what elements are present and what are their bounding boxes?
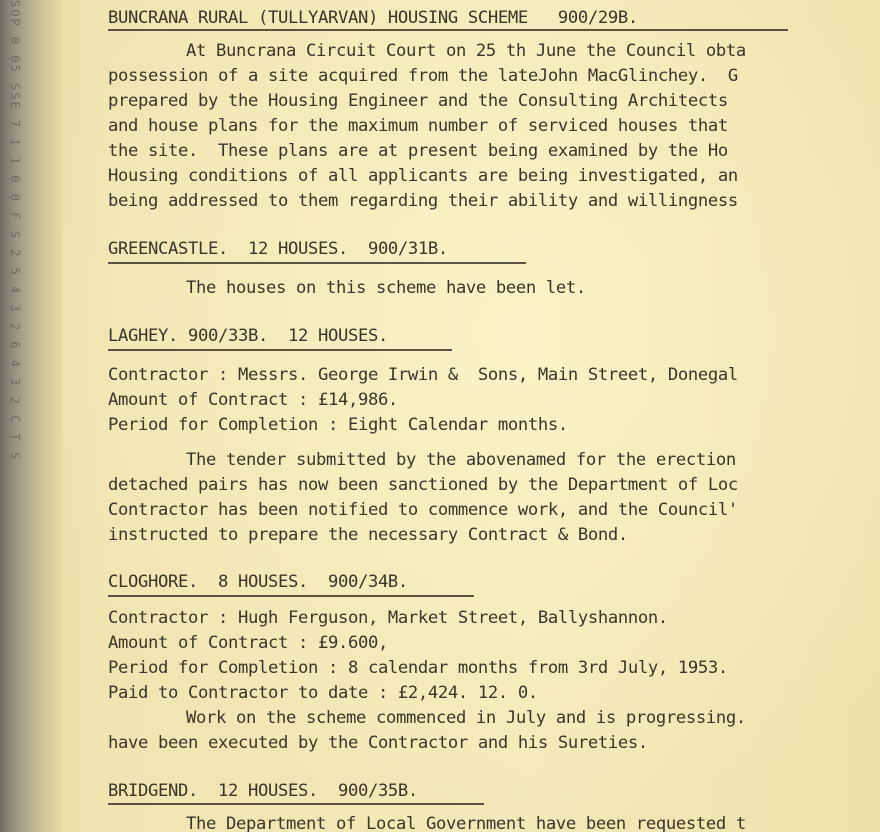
heading-underline (108, 29, 788, 31)
paragraph-line: Amount of Contract : £9.600, (108, 633, 388, 653)
paragraph-line: The tender submitted by the abovenamed for the erection (186, 450, 736, 470)
paragraph-line: Work on the scheme commenced in July and is progressing. (186, 708, 746, 728)
paragraph-line: have been executed by the Contractor and his Sureties. (108, 733, 648, 753)
heading-underline (108, 595, 474, 597)
paragraph-line: Period for Completion : 8 calendar months from 3rd July, 1953. (108, 658, 728, 678)
book-binding-edge (0, 0, 62, 832)
paragraph-line: being addressed to them regarding their ability and willingness (108, 191, 738, 211)
paragraph-line: Contractor has been notified to commence work, and the Council' (108, 500, 738, 520)
paragraph-line: At Buncrana Circuit Court on 25 th June the Council obta (186, 41, 746, 61)
paragraph-line: prepared by the Housing Engineer and the Consulting Architects (108, 91, 728, 111)
paragraph-line: Amount of Contract : £14,986. (108, 390, 398, 410)
heading-underline (108, 803, 484, 805)
section-heading-greencastle: GREENCASTLE. 12 HOUSES. 900/31B. (108, 239, 448, 259)
section-heading-laghey: LAGHEY. 900/33B. 12 HOUSES. (108, 326, 388, 346)
paragraph-line: the site. These plans are at present being examined by the Ho (108, 141, 728, 161)
paragraph-line: and house plans for the maximum number of serviced houses that (108, 116, 728, 136)
paragraph-line: The Department of Local Government have been requested t (186, 814, 746, 832)
paragraph-line: detached pairs has now been sanctioned by the Department of Loc (108, 475, 738, 495)
paragraph-line: possession of a site acquired from the lateJohn MacGlinchey. G (108, 66, 738, 86)
section-heading-cloghore: CLOGHORE. 8 HOUSES. 900/34B. (108, 572, 408, 592)
heading-underline (108, 262, 526, 264)
paragraph-line: The houses on this scheme have been let. (186, 278, 586, 298)
paragraph-line: Housing conditions of all applicants are being investigated, an (108, 166, 738, 186)
paragraph-line: Contractor : Messrs. George Irwin & Sons, Main Street, Donegal (108, 365, 738, 385)
paragraph-line: Contractor : Hugh Ferguson, Market Street, Ballyshannon. (108, 608, 668, 628)
binding-margin-marks: SOP 0 05 SSE 7 1 1 0 0 F S 2 5 4 3 2 6 4 3 2 C T S (8, 0, 22, 462)
section-heading-bridgend: BRIDGEND. 12 HOUSES. 900/35B. (108, 781, 418, 801)
paragraph-line: Paid to Contractor to date : £2,424. 12. 0. (108, 683, 538, 703)
heading-underline (108, 349, 452, 351)
paragraph-line: instructed to prepare the necessary Contract & Bond. (108, 525, 628, 545)
paragraph-line: Period for Completion : Eight Calendar months. (108, 415, 568, 435)
section-heading-buncrana: BUNCRANA RURAL (TULLYARVAN) HOUSING SCHEME 900/29B. (108, 8, 638, 28)
